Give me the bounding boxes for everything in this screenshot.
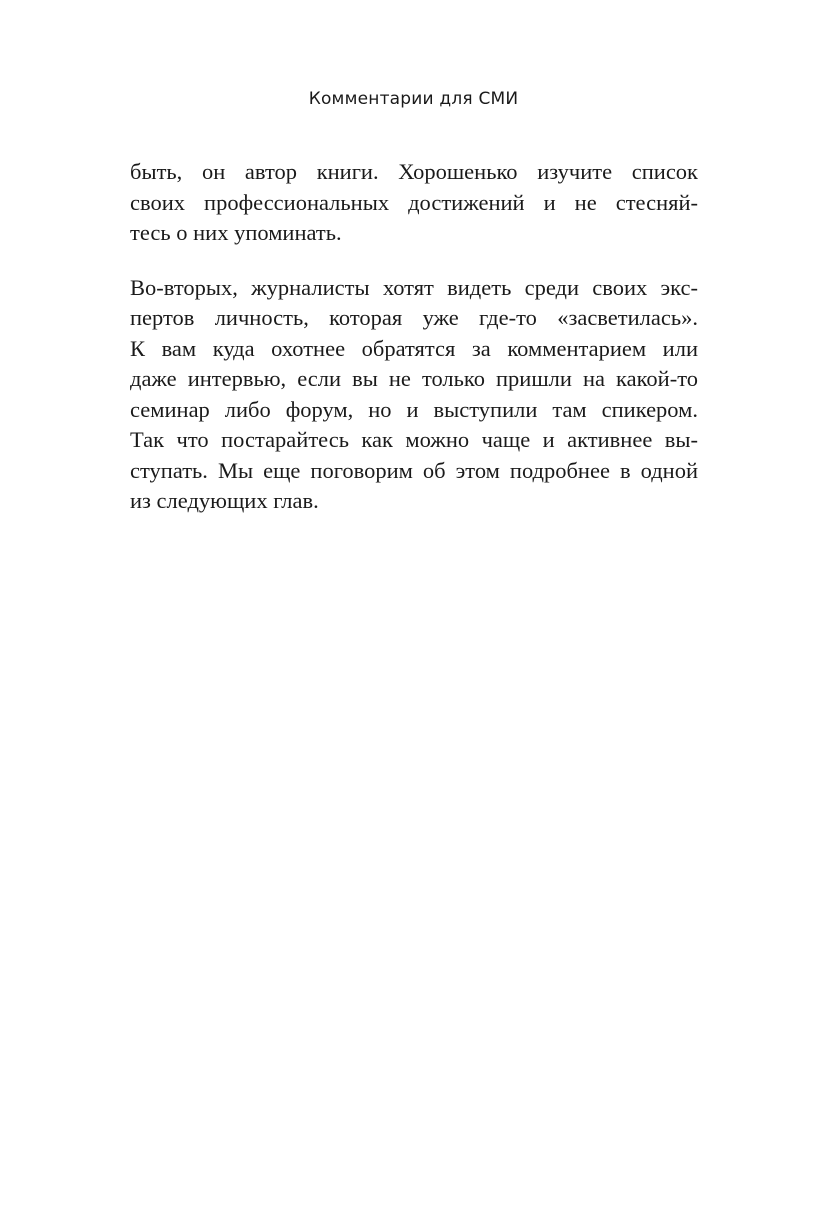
text-line: из следующих глав. bbox=[130, 488, 319, 513]
text-line: даже интервью, если вы не только пришли на какой-то bbox=[130, 366, 698, 391]
text-line: Так что постарайтесь как можно чаще и активнее вы- bbox=[130, 427, 698, 452]
running-header: Комментарии для СМИ bbox=[308, 89, 519, 109]
body-text bbox=[130, 157, 698, 517]
text-line: своих профессиональных достижений и не стесняй- bbox=[130, 189, 698, 215]
text-line: ступать. Мы еще поговорим об этом подробнее в одной bbox=[130, 457, 698, 483]
text-line: Во-вторых, журналисты хотят видеть среди своих экс- bbox=[130, 274, 698, 300]
paragraph-2 bbox=[130, 273, 698, 517]
text-line: тесь о них упоминать. bbox=[130, 220, 342, 245]
paragraph-gap bbox=[130, 249, 698, 273]
paragraph-1 bbox=[130, 157, 698, 249]
text-line: пертов личность, которая уже где-то «засветилась». bbox=[130, 305, 698, 330]
text-line: семинар либо форум, но и выступили там спикером. bbox=[130, 396, 698, 422]
text-line: быть, он автор книги. Хорошенько изучите список bbox=[130, 159, 698, 184]
text-line: К вам куда охотнее обратятся за комментарием или bbox=[130, 335, 698, 361]
